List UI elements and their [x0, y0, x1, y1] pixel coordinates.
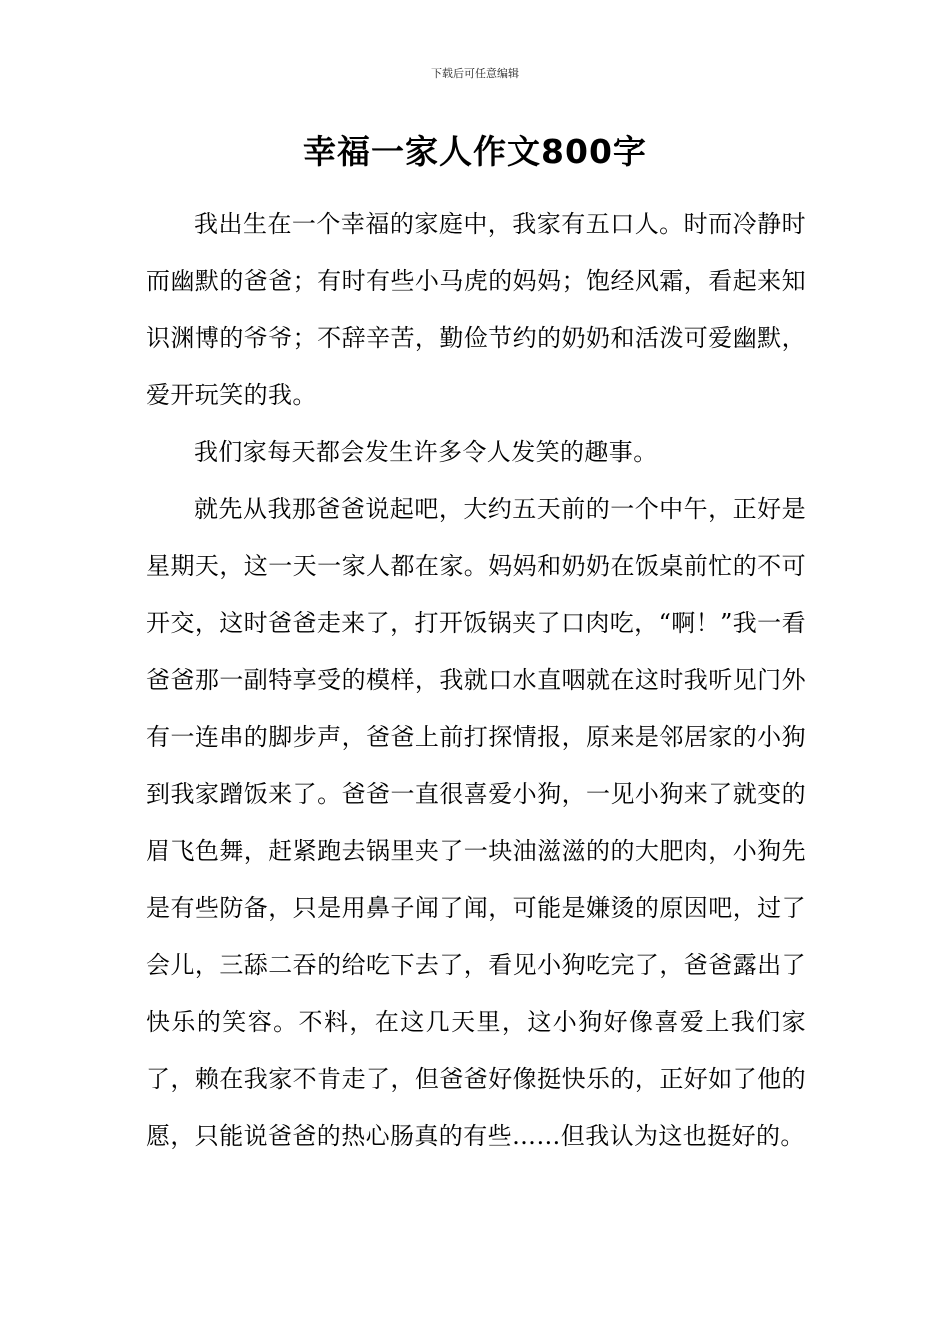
- paragraph-intro: 我出生在一个幸福的家庭中，我家有五口人。时而冷静时而幽默的爸爸；有时有些小马虎的妈妈；饱经风霜，看起来知识渊博的爷爷；不辞辛苦，勤俭节约的奶奶和活泼可爱幽默，爱开玩笑的我。: [146, 210, 806, 409]
- paragraph-funny-things: 我们家每天都会发生许多令人发笑的趣事。: [194, 438, 658, 466]
- document-body: [146, 196, 806, 1165]
- paragraph-dad-story: 就先从我那爸爸说起吧，大约五天前的一个中午，正好是星期天，这一天一家人都在家。妈妈和奶奶在饭桌前忙的不可开交，这时爸爸走来了，打开饭锅夹了口肉吃，“啊！”我一看爸爸那一副特享受的模样，我就口水直咽就在这时我听见门外有一连串的脚步声，爸爸上前打探情报，原来是邻居家的小狗到我家蹭饭来了。爸爸一直很喜爱小狗，一见小狗来了就变的眉飞色舞，赶紧跑去锅里夹了一块油滋滋的的大肥肉，小狗先是有些防备，只是用鼻子闻了闻，可能是嫌烫的原因吧，过了会儿，三舔二吞的给吃下去了，看见小狗吃完了，爸爸露出了快乐的笑容。不料，在这几天里，这小狗好像喜爱上我们家了，赖在我家不肯走了，但爸爸好像挺快乐的，正好如了他的愿，只能说爸爸的热心肠真的有些……但我认为这也挺好的。: [146, 495, 806, 1150]
- document-title: 幸福一家人作文800字: [303, 132, 647, 171]
- header-note: 下载后可任意编辑: [431, 67, 519, 80]
